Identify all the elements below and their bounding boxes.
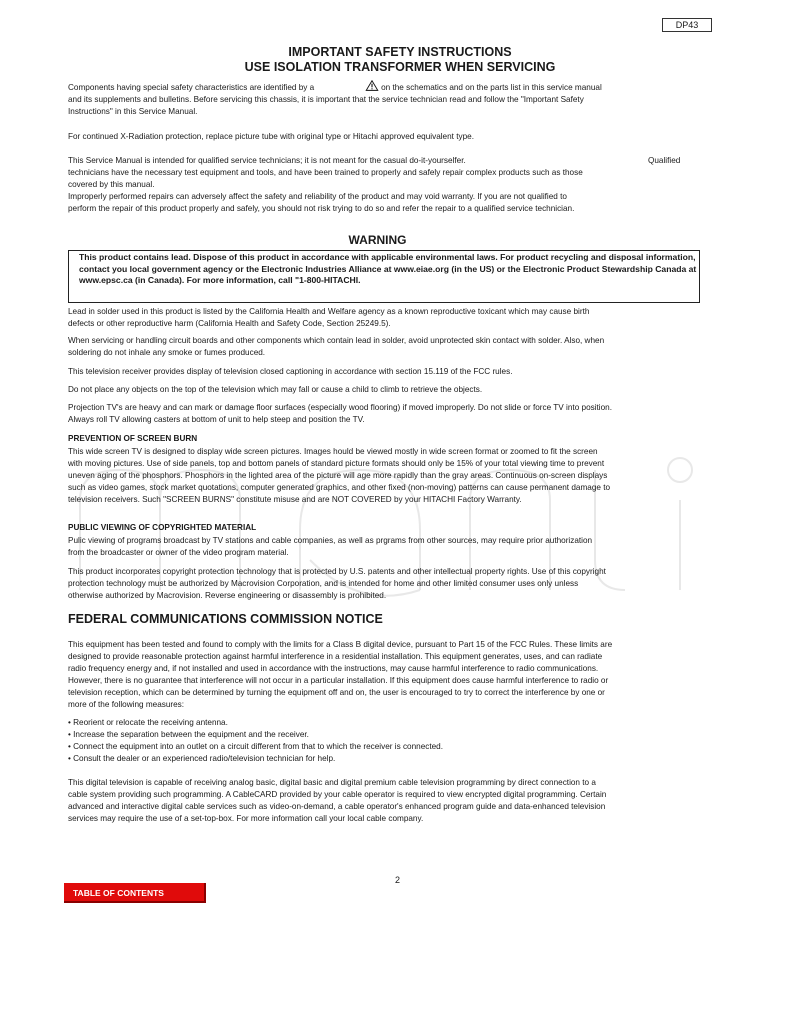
circuit-handling-paragraph: When servicing or handling circuit boards and other components which contain lead in solder, avoid unprotected skin contact with solder. Also, when soldering do not inhale any smoke or fumes produced. [68, 336, 605, 357]
copyright-heading: PUBLIC VIEWING OF COPYRIGHTED MATERIAL [68, 523, 257, 532]
intro-paragraph-4: Improperly performed repairs can adversely affect the safety and reliability of the product and may void warranty. If you are not qualified to perform the repair of this product properly and safely, you should not risk trying to do so and refer the repair to a qualified service technician. [68, 192, 575, 213]
list-item: • Increase the separation between the equipment and the receiver. [68, 730, 309, 739]
fcc-paragraph-1: This equipment has been tested and found to comply with the limits for a Class B digital device, pursuant to Part 15 of the FCC Rules. These limits are designed to provide reasonable protection against harmful interference in a residential installation. This equipment generates, uses, and can radiate radio frequency energy and, if not installed and used in accordance with the instructions, may cause harmful interference to radio communications. However, there is no guarantee that interference will not occur in a particular installation. If this equipment does cause harmful interference to radio or television reception, which can be determined by turning the equipment off and on, the user is encouraged to try to correct the interference by one or more of the following measures: [68, 640, 613, 709]
copyright-paragraph-2: This product incorporates copyright protection technology that is protected by U.S. patents and other intellectual property rights. Use of this copyright protection technology must be authorized by Macrovision Corporation, and is intended for home and other limited consumer uses only unless otherwise authorized by Macrovision. Reverse engineering or disassembly is prohibited. [68, 567, 606, 600]
page-title-line1: IMPORTANT SAFETY INSTRUCTIONS [288, 45, 512, 59]
intro-p1-start: Components having special safety characteristics are identified by a [68, 83, 315, 92]
intro-paragraph-1 [68, 80, 658, 118]
list-item: • Consult the dealer or an experienced radio/television technician for help. [68, 754, 336, 763]
copyright-paragraph-1: Pulic viewing of programs broadcast by TV stations and cable companies, as well as prgrams from other sources, may require prior authorization from the broadcaster or owner of the video program material. [68, 536, 593, 557]
top-objects-paragraph: Do not place any objects on the top of the television which may fall or cause a child to climb to retrieve the objects. [68, 385, 483, 394]
lead-solder-paragraph: Lead in solder used in this product is listed by the California Health and Welfare agency as a known reproductive toxicant which may cause birth defects or other reproductive harm (California Health and Safety Code, Section 25249.5). [68, 307, 590, 328]
model-code-label: DP43 [662, 18, 712, 32]
screen-burn-heading: PREVENTION OF SCREEN BURN [68, 434, 198, 443]
intro-paragraph-2: For continued X-Radiation protection, replace picture tube with original type or Hitachi approved equivalent type. [68, 132, 474, 141]
intro-paragraph-3: This Service Manual is intended for qualified service technicians; it is not meant for the casual do-it-yourselfer. [68, 156, 466, 165]
screen-burn-paragraph: This wide screen TV is designed to display wide screen pictures. Images hould be viewed mostly in wide screen format or zoomed to fit the screen with moving pictures. Use of side panels, top and bottom panels of standard picture formats should only be 15% of your total viewing time to prevent uneven aging of the phosphors. Phosphors in the lighted area of the picture will age more rapidly than the gray areas. Continuous on-screen displays such as video games, stock market quotations, computer generated graphics, and other fixed (non-moving) patterns can cause permanent damage to television receivers. Such "SCREEN BURNS" constitute misuse and are NOT COVERED by your HITACHI Factory Warranty. [68, 447, 611, 504]
list-item: • Connect the equipment into an outlet on a circuit different from that to which the receiver is connected. [68, 742, 444, 751]
warning-triangle-icon [365, 80, 379, 91]
intro-qualified-word: Qualified [648, 156, 681, 165]
fcc-notice-title: FEDERAL COMMUNICATIONS COMMISSION NOTICE [68, 612, 383, 626]
intro-paragraph-3-rest: technicians have the necessary test equipment and tools, and have been trained to properly and safely repair complex products such as those covered by this manual. [68, 168, 583, 189]
intro-p1-rest: and its supplements and bulletins. Before servicing this chassis, it is important that the service technician read and follow the "Important Safety Instructions" in this Service Manual. [68, 95, 584, 116]
page-title-line2: USE ISOLATION TRANSFORMER WHEN SERVICING [244, 60, 556, 74]
closed-caption-paragraph: This television receiver provides display of television closed captioning in accordance with section 15.119 of the FCC rules. [68, 367, 513, 376]
warning-title: WARNING [348, 233, 407, 247]
projection-tv-paragraph: Projection TV's are heavy and can mark or damage floor surfaces (especially wood flooring) if moved improperly. Do not slide or force TV into position. Always roll TV allowing casters at bottom of unit to help steep and position the TV. [68, 403, 613, 424]
intro-p1-end: on the schematics and on the parts list in this service manual [381, 83, 602, 92]
table-of-contents-button[interactable]: TABLE OF CONTENTS [64, 883, 206, 903]
cable-card-paragraph: This digital television is capable of receiving analog basic, digital basic and digital premium cable television programming by direct connection to a cable system providing such programming. A CableCARD provided by your cable operator is required to view encrypted digital programming. Certain advanced and interactive digital cable services such as video-on-demand, a cable operator's enhanced program guide and data-enhanced television services may require the use of a set-top-box. For more information call your local cable company. [68, 778, 607, 823]
page-number: 2 [395, 875, 401, 885]
lead-warning-box: This product contains lead. Dispose of this product in accordance with applicable environmental laws. For product recycling and disposal information, contact you local government agency or the Electronic Industries Alliance at www.eiae.org (in the US) or the Electronic Product Stewardship Canada at www.epsc.ca (in Canada). For more information, call "1-800-HITACHI. [68, 250, 700, 303]
fcc-measures-list [68, 717, 628, 765]
list-item: • Reorient or relocate the receiving antenna. [68, 718, 228, 727]
